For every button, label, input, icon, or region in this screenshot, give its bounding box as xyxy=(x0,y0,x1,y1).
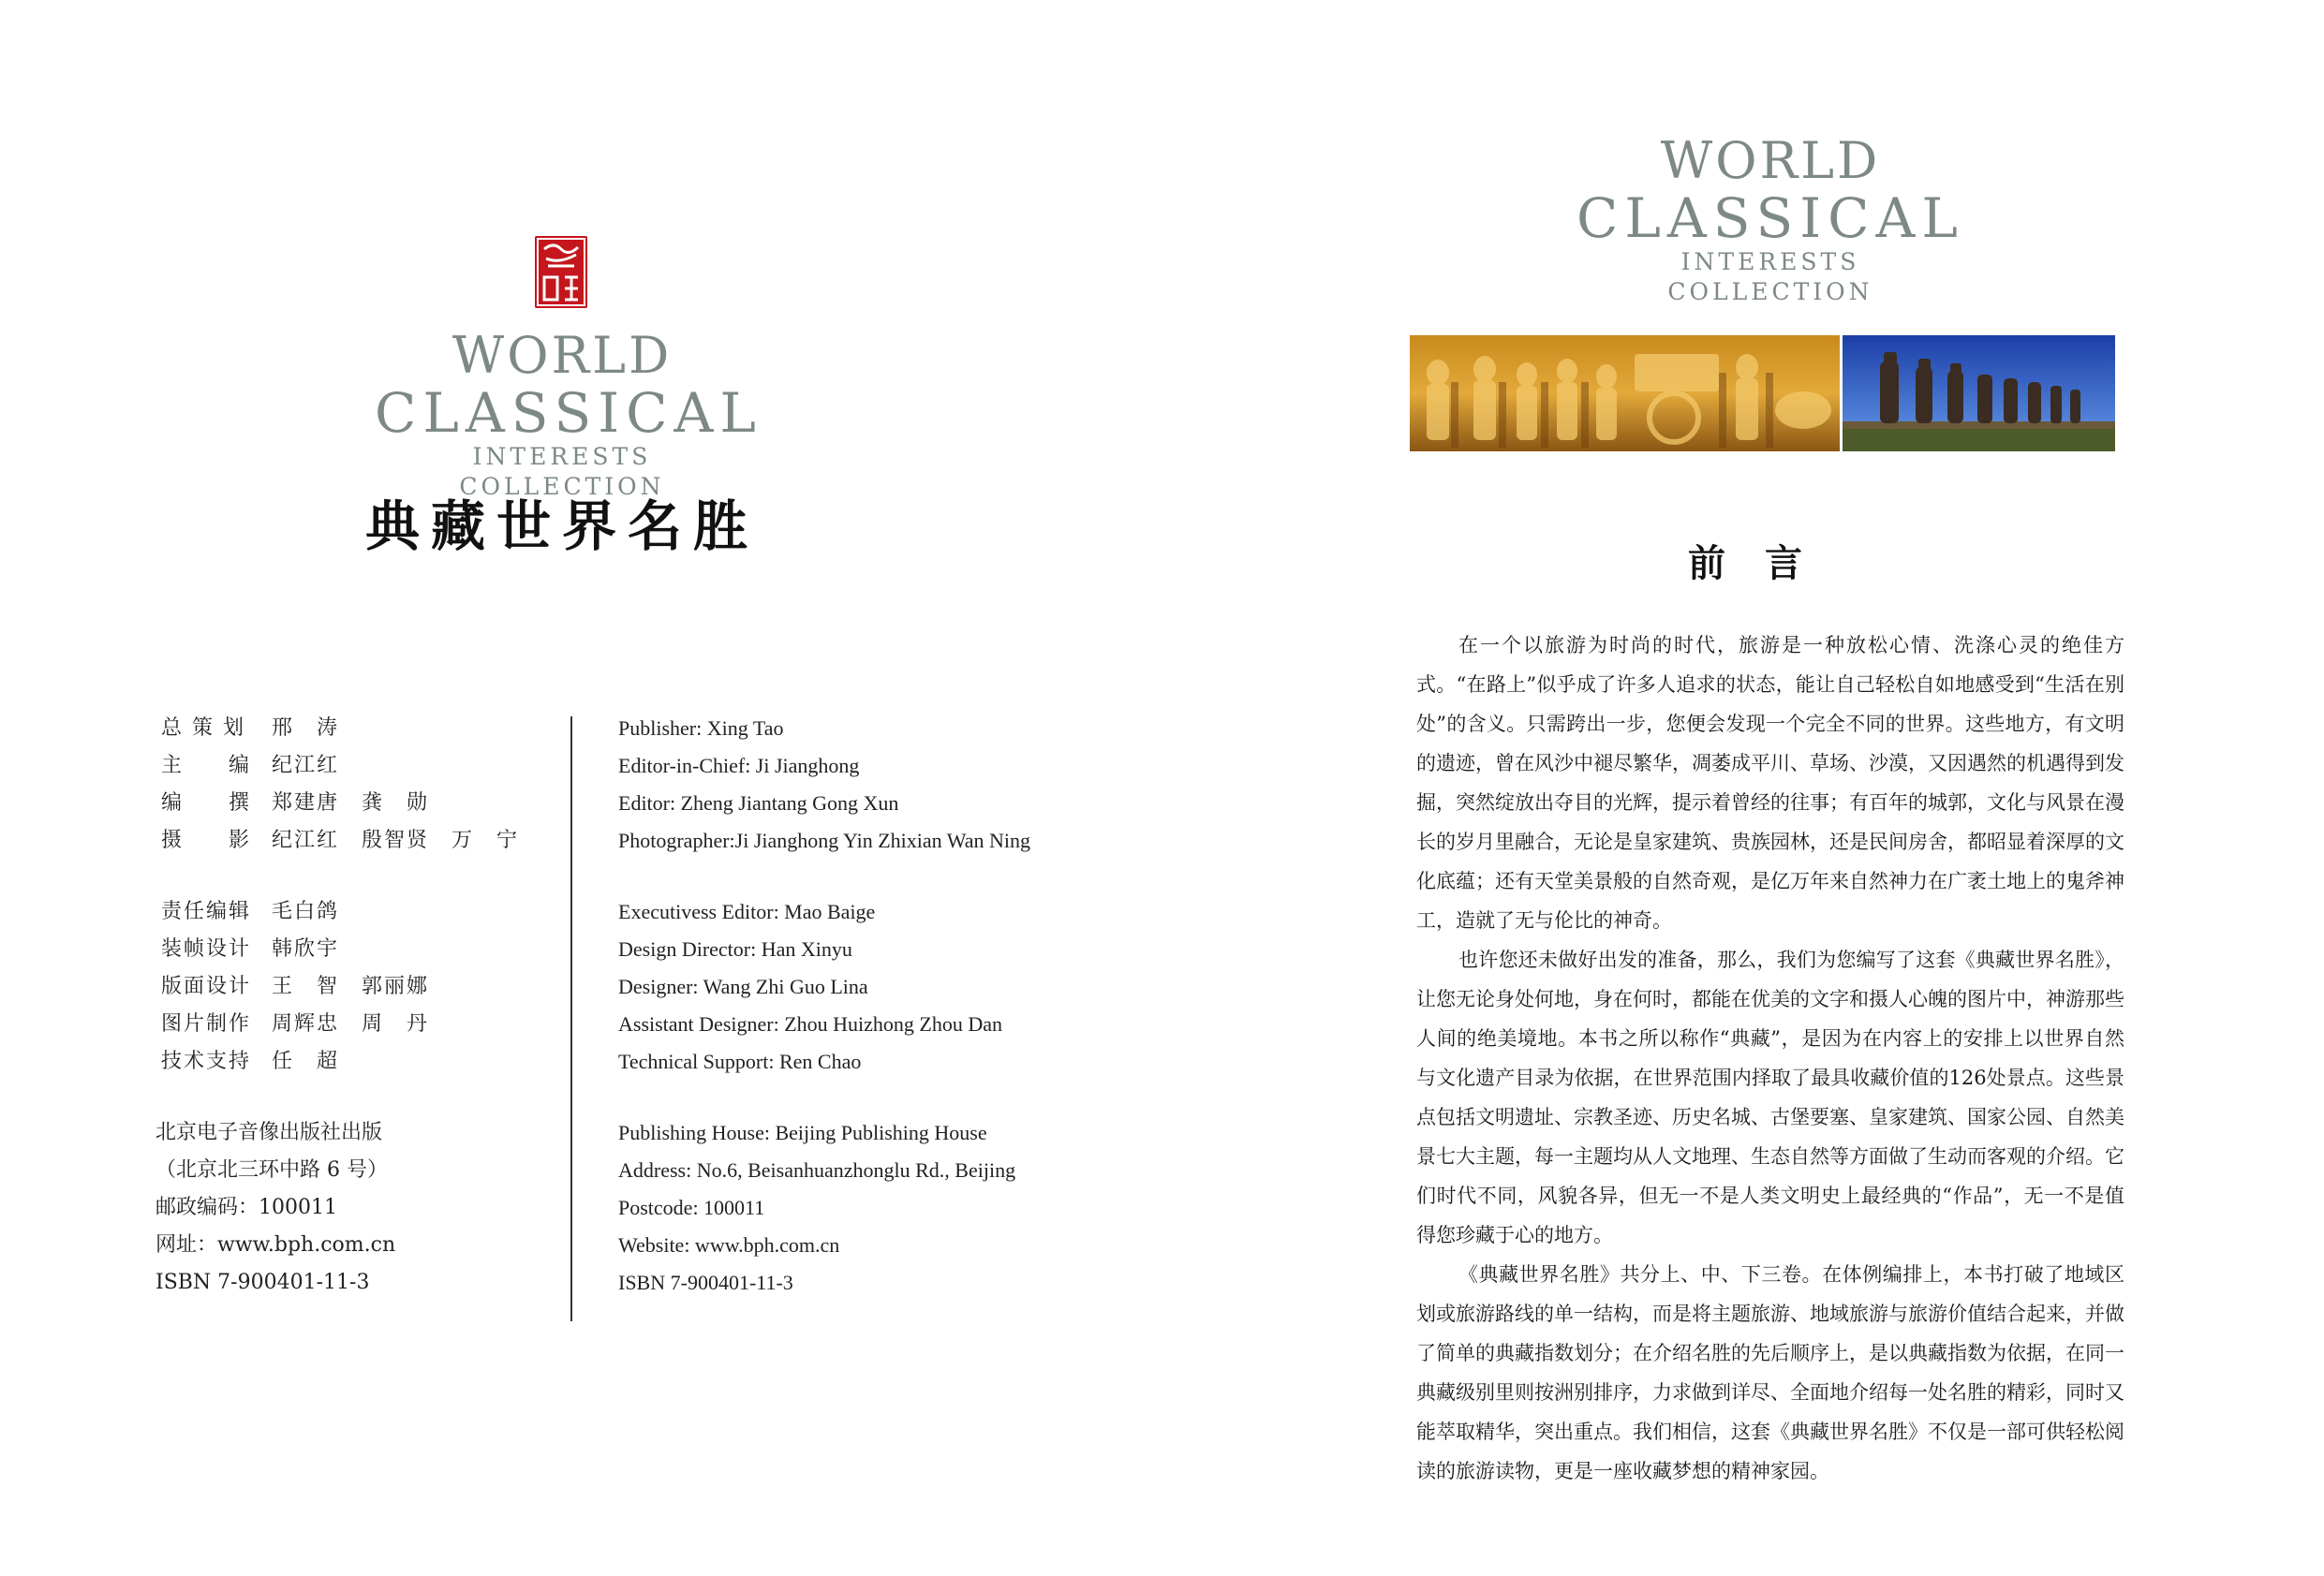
credit-names: 毛白鸽 xyxy=(272,900,340,923)
credit-role: 版面设计 xyxy=(161,975,252,998)
preface-paragraph: 在一个以旅游为时尚的时代，旅游是一种放松心情、洗涤心灵的绝佳方式。“在路上”似乎成了许多人追求的状态，能让自己轻松自如地感受到“生活在别处”的含义。只需跨出一步，您便会发现一个完全不同的世界。这些地方，有文明的遗迹，曾在风沙中褪尽繁华，凋萎成平川、草场、沙漠，又因遇然的机遇得到发掘，突然绽放出夺目的光辉，提示着曾经的往事；有百年的城郭，文化与风景在漫长的岁月里融合，无论是皇家建筑、贵族园林，还是民间房舍，都昭显着深厚的文化底蕴；还有天堂美景般的自然奇观，是亿万年来自然神力在广袤土地上的鬼斧神工，造就了无与伦比的神奇。 xyxy=(1416,634,2124,932)
credit-role: 总 策 划 xyxy=(161,716,245,740)
publisher-en-line: Publishing House: Beijing Publishing House xyxy=(618,1121,987,1144)
credit-en-line: Publisher: Xing Tao xyxy=(618,716,784,740)
credit-names: 王 智 郭丽娜 xyxy=(272,975,430,998)
brand-line-classical: CLASSICAL xyxy=(375,381,762,445)
publisher-line: ISBN 7-900401-11-3 xyxy=(155,1271,370,1294)
credit-role: 责任编辑 xyxy=(161,900,252,923)
column-divider xyxy=(570,716,572,1321)
brand-line-collection: INTERESTS COLLECTION xyxy=(459,443,665,500)
publisher-line: （北京北三环中路 6 号） xyxy=(155,1158,388,1182)
stone-relief-photo xyxy=(1410,335,1840,451)
credit-names: 周辉忠 周 丹 xyxy=(272,1012,430,1036)
credit-role: 装帧设计 xyxy=(161,937,252,961)
credit-row xyxy=(161,785,519,822)
credit-row xyxy=(161,893,519,931)
credits-spacer xyxy=(618,1081,1030,1114)
credit-names: 韩欣宇 xyxy=(272,937,340,961)
credit-role: 主 编 xyxy=(161,754,252,777)
moai-statues-photo xyxy=(1843,335,2115,451)
credit-en-line: Editor-in-Chief: Ji Jianghong xyxy=(618,754,860,777)
credit-names: 纪江红 殷智贤 万 宁 xyxy=(272,829,520,852)
brand-line-world: WORLD xyxy=(451,326,673,385)
credit-en-line: Photographer:Ji Jianghong Yin Zhixian Wan Ning xyxy=(618,829,1031,852)
credits-spacer xyxy=(161,1081,519,1114)
credit-row xyxy=(161,1006,519,1043)
publisher-en-line: Address: No.6, Beisanhuanzhonglu Rd., Beijing xyxy=(618,1158,1016,1182)
book-title-cn: 典藏世界名胜 xyxy=(364,494,759,558)
publisher-seal-icon xyxy=(535,236,587,308)
credit-en-line: Assistant Designer: Zhou Huizhong Zhou Dan xyxy=(618,1012,1002,1036)
credits-cn xyxy=(155,710,520,1302)
credit-row xyxy=(161,931,519,968)
brand-line-classical: CLASSICAL xyxy=(1576,186,1964,250)
credit-row xyxy=(161,710,519,747)
credit-role: 摄 影 xyxy=(161,829,252,852)
preface-body xyxy=(1416,626,2124,1491)
credit-role: 编 撰 xyxy=(161,791,252,815)
credit-en-line: Technical Support: Ren Chao xyxy=(618,1050,862,1073)
credit-names: 纪江红 xyxy=(272,754,340,777)
credit-names: 邢 涛 xyxy=(272,716,340,740)
publisher-en-line: ISBN 7-900401-11-3 xyxy=(618,1271,793,1294)
brand-line-world: WORLD xyxy=(1660,131,1881,190)
credit-en-line: Editor: Zheng Jiantang Gong Xun xyxy=(618,791,899,815)
preface-paragraph: 也许您还未做好出发的准备，那么，我们为您编写了这套《典藏世界名胜》，让您无论身处何地，身在何时，都能在优美的文字和摄人心魄的图片中，神游那些人间的绝美境地。本书之所以称作“典藏”，是因为在内容上的安排上以世界自然与文化遗产目录为依据，在世界范围内择取了最具收藏价值的126处景点。这些景点包括文明遗址、宗教圣迹、历史名城、古堡要塞、皇家建筑、国家公园、自然美景七大主题，每一主题均从人文地理、生态自然等方面做了生动而客观的介绍。它们时代不同，风貌各异，但无一不是人类文明史上最经典的“作品”，无一不是值得您珍藏于心的地方。 xyxy=(1416,949,2124,1246)
publisher-line: 北京电子音像出版社出版 xyxy=(155,1121,383,1144)
credit-en-line: Design Director: Han Xinyu xyxy=(618,937,852,961)
credits-spacer xyxy=(161,860,519,893)
preface-title: 前 言 xyxy=(1688,541,1815,585)
credit-en-line: Executivess Editor: Mao Baige xyxy=(618,900,876,923)
credits-spacer xyxy=(618,860,1030,893)
credit-names: 郑建唐 龚 勋 xyxy=(272,791,430,815)
brand-logo-left xyxy=(375,326,762,502)
brand-line-collection: INTERESTS COLLECTION xyxy=(1667,248,1873,305)
credit-role: 图片制作 xyxy=(161,1012,252,1036)
publisher-line: 网址：www.bph.com.cn xyxy=(155,1233,396,1257)
credit-en-line: Designer: Wang Zhi Guo Lina xyxy=(618,975,868,998)
credit-names: 任 超 xyxy=(272,1050,340,1073)
publisher-line: 邮政编码：100011 xyxy=(155,1196,337,1219)
preface-paragraph: 《典藏世界名胜》共分上、中、下三卷。在体例编排上，本书打破了地域区划或旅游路线的单一结构，而是将主题旅游、地域旅游与旅游价值结合起来，并做了简单的典藏指数划分；在介绍名胜的先后顺序上，是以典藏指数为依据，在同一典藏级别里则按洲别排序，力求做到详尽、全面地介绍每一处名胜的精彩，同时又能萃取精华，突出重点。我们相信，这套《典藏世界名胜》不仅是一部可供轻松阅读的旅游读物，更是一座收藏梦想的精神家园。 xyxy=(1416,1263,2124,1482)
publisher-en-line: Postcode: 100011 xyxy=(618,1196,765,1219)
credits-en xyxy=(618,710,1030,1302)
publisher-en-line: Website: www.bph.com.cn xyxy=(618,1233,840,1257)
credit-row xyxy=(161,747,519,785)
credit-row xyxy=(161,968,519,1006)
credit-row xyxy=(161,1043,519,1081)
credit-role: 技术支持 xyxy=(161,1050,252,1073)
credit-row xyxy=(161,822,519,860)
brand-logo-right xyxy=(1574,133,1967,307)
